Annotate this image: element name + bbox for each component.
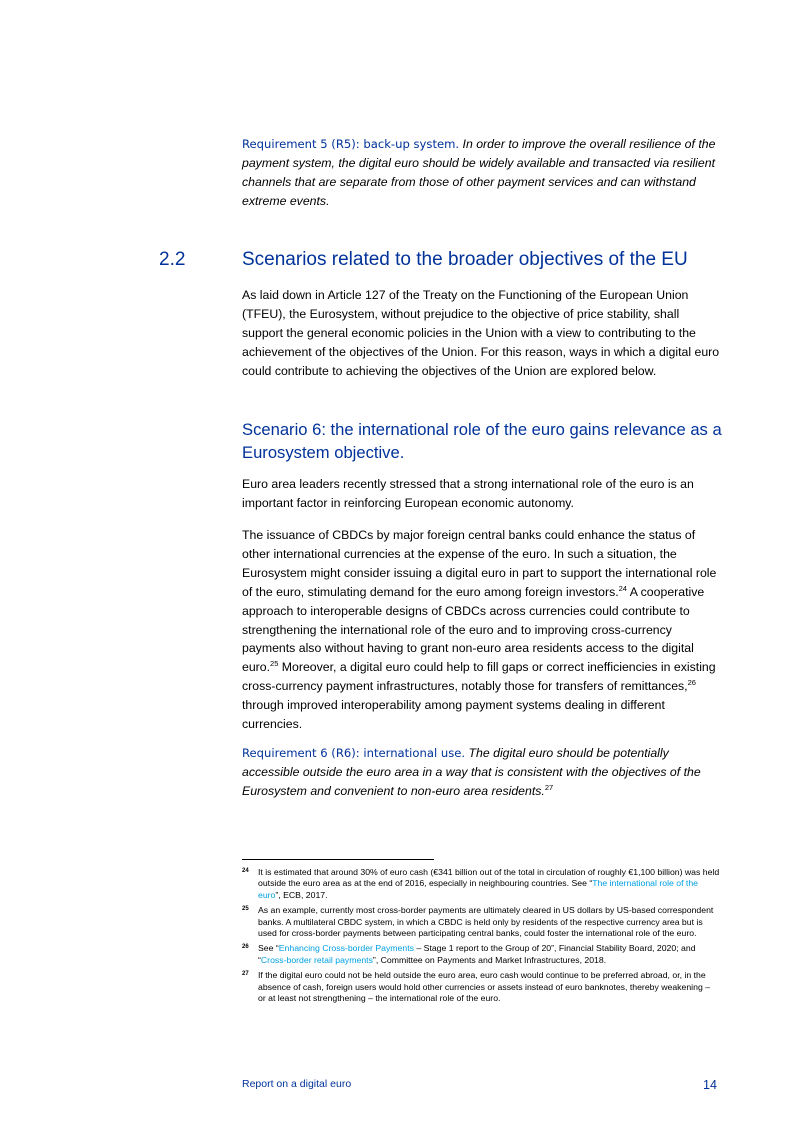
footnote-list: [242, 867, 720, 1008]
scenario-6-paragraph-2: [242, 526, 720, 734]
footnote-text: It is estimated that around 30% of euro cash (€341 billion out of the total in circulation of roughly €1,100 billion) was held outside the euro area as at the end of 2016, especially in neighbouring countries. See “: [258, 867, 720, 889]
footnote-ref-24[interactable]: 24: [618, 583, 627, 593]
requirement-5-text: In order to improve the overall resilience of the payment system, the digital euro should be widely available and transacted via resilient channels that are separate from those of other payment services and can withstand extreme events.: [242, 137, 716, 208]
footnote-24: [242, 867, 720, 901]
footnote-number: 24: [242, 868, 249, 874]
requirement-5: [242, 135, 720, 211]
para2-part1: The issuance of CBDCs by major foreign central banks could enhance the status of other international currencies at the expense of the euro. In such a situation, the Eurosystem might consider issuing a digital euro in part to support the international role of the euro, stimulating demand for the euro among foreign investors.: [242, 528, 717, 599]
footnote-27: [242, 970, 720, 1004]
requirement-6-paragraph: [242, 744, 720, 801]
requirement-5-label: Requirement 5 (R5): back-up system.: [242, 137, 460, 151]
section-title: Scenarios related to the broader objectives of the EU: [242, 249, 688, 270]
requirement-6-text: The digital euro should be potentially accessible outside the euro area in a way that is consistent with the objectives of the Eurosystem and convenient to non-euro area residents.: [242, 746, 701, 798]
footnote-ref-26[interactable]: 26: [687, 678, 696, 688]
footnote-link-international-role[interactable]: The international role of the euro: [258, 878, 698, 900]
scenario-6-body: [242, 475, 720, 513]
para2-part2: A cooperative approach to interoperable designs of CBDCs across currencies could contribute to strengthening the international role of the euro and to improving cross-currency payments also without having to grant non-euro area residents access to the digital euro.: [242, 584, 705, 675]
para2-part4: through improved interoperability among payment systems dealing in different currencies.: [242, 698, 665, 732]
scenario-6-title: Scenario 6: the international role of the euro gains relevance as a Eurosystem objective.: [242, 420, 722, 462]
footnote-text: If the digital euro could not be held outside the euro area, euro cash would continue to be preferred abroad, or, in the absence of cash, foreign users would hold other currencies or assets instead of euro banknotes, thereby weakening – or at least not strengthening – the international role of the euro.: [258, 970, 711, 1004]
footnote-link-cross-border-retail[interactable]: Cross-border retail payments: [260, 954, 373, 965]
requirement-5-paragraph: [242, 135, 720, 211]
footnote-number: 25: [242, 906, 249, 913]
section-intro-paragraph: As laid down in Article 127 of the Treaty on the Functioning of the European Union (TFEU), the Eurosystem, without prejudice to the objective of price stability, shall support the general economic policies in the Union with a view to contributing to the achievement of the objectives of the Union. For this reason, ways in which a digital euro could contribute to achieving the objectives of the Union are explored below.: [242, 288, 720, 378]
footnote-number: 27: [242, 971, 249, 978]
footnote-divider: [242, 859, 434, 860]
footnote-text: ”, Committee on Payments and Market Infrastructures, 2018.: [372, 954, 607, 965]
footnote-ref-25[interactable]: 25: [270, 659, 279, 669]
footnote-text: As an example, currently most cross-border payments are ultimately cleared in US dollars by US-based correspondent banks. A multilateral CBDC system, in which a CBDC is held only by residents of the respective currency area but is used for cross-border payments between participating central banks, could foster the international role of the euro.: [258, 905, 714, 939]
footnote-text: ”, ECB, 2017.: [275, 889, 328, 900]
para2-part3: Moreover, a digital euro could help to fill gaps or correct inefficiencies in existing cross-currency payment infrastructures, notably those for transfers of remittances,: [242, 660, 716, 694]
footnote-text: See “: [258, 943, 279, 954]
section-number: 2.2: [159, 249, 186, 270]
footnote-25: [242, 905, 720, 939]
page-number: 14: [703, 1078, 717, 1092]
requirement-6-label: Requirement 6 (R6): international use.: [242, 746, 466, 760]
footnote-26: [242, 943, 720, 966]
scenario-6-paragraph-1: Euro area leaders recently stressed that a strong international role of the euro is an important factor in reinforcing European economic autonomy.: [242, 477, 694, 510]
footnote-link-enhancing-payments[interactable]: Enhancing Cross-border Payments: [278, 943, 414, 954]
section-intro: [242, 286, 720, 381]
footnote-number: 26: [242, 944, 249, 951]
requirement-6: [242, 744, 720, 801]
footnote-ref-27[interactable]: 27: [544, 782, 554, 792]
footnote-text: – Stage 1 report to the Group of 20”, Financial Stability Board, 2020; and “: [258, 943, 696, 965]
scenario-6-body-2: [242, 526, 720, 734]
footer-report-title: Report on a digital euro: [242, 1078, 352, 1090]
